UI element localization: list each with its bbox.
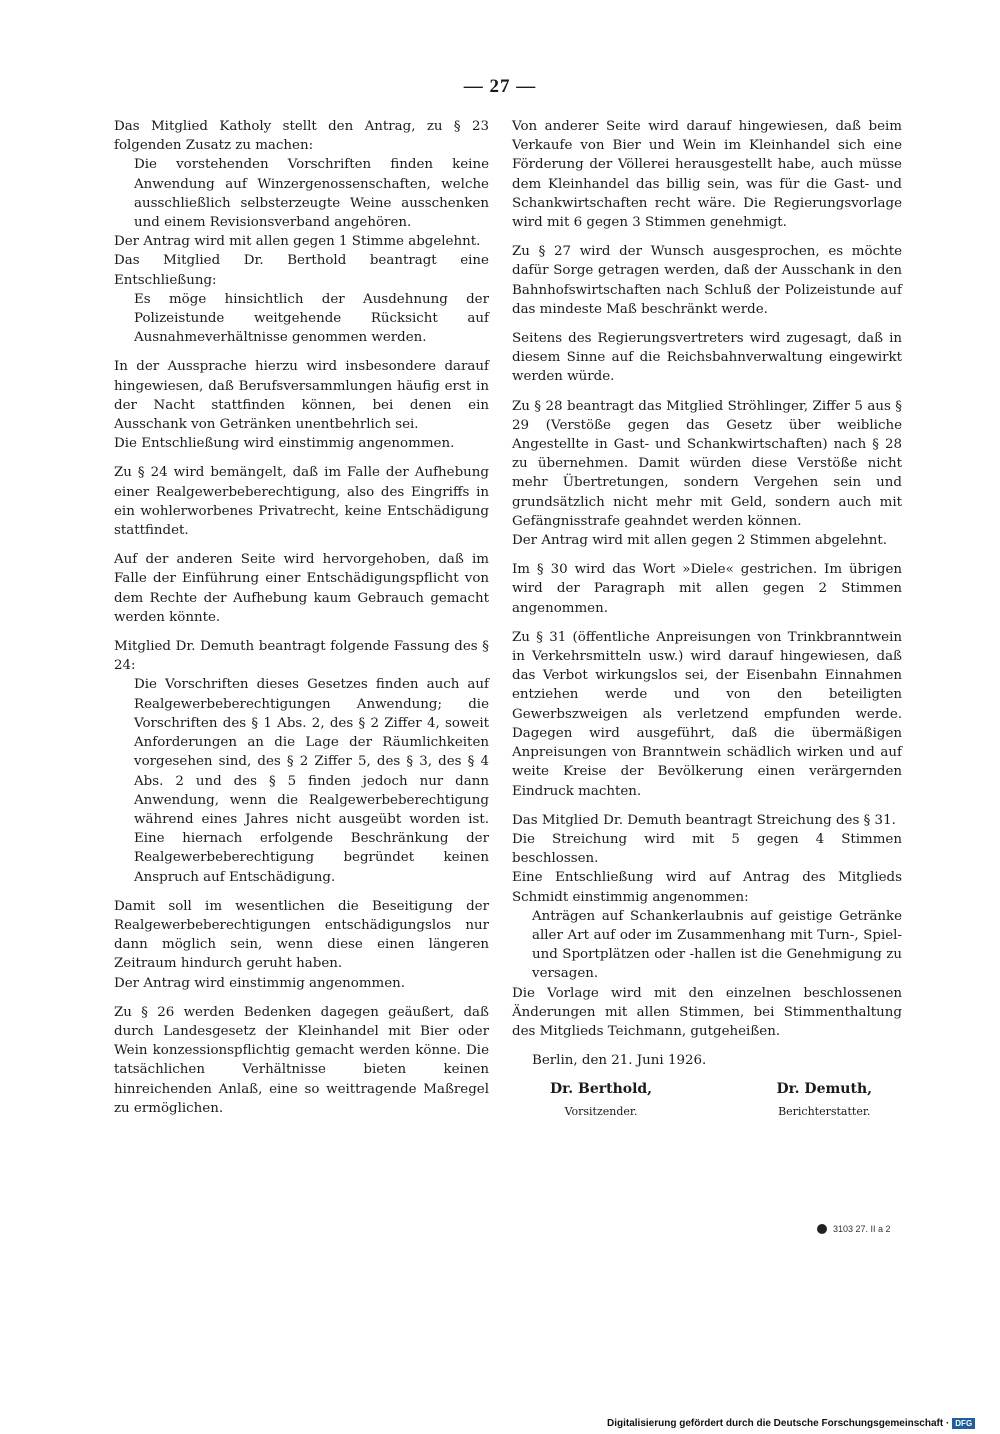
signatory-role: Vorsitzender. xyxy=(564,1104,638,1118)
digitization-credit xyxy=(607,1418,975,1429)
quoted-proposal: Die Vorschriften dieses Gesetzes finden auch auf Realgewerbeberechtigungen Anwendung; die Vorschriften des § 1 Abs. 2, des § 2 Ziffer 4, soweit Anforderungen an die Lage der Räumlichkeiten vorgesehen sind, des § 2 Ziffer 5, des § 3, des § 4 Abs. 2 und des § 5 finden jedoch nur dann Anwendung, wenn die Realgewerbeberechtigung während eines Jahres nicht ausgeübt worden ist. Eine hiernach erfolgende Beschränkung der Realgewerbeberechtigung begründet keinen Anspruch auf Entschädigung. xyxy=(134,677,489,885)
paragraph: Zu § 24 wird bemängelt, daß im Falle der Aufhebung einer Realgewerbeberechtigung, also des Eingriffs in ein wohlerworbenes Privatrecht, keine Entschädigung stattfindet. xyxy=(114,465,489,539)
page-number: — 27 — xyxy=(463,76,537,97)
quoted-proposal: Es möge hinsichtlich der Ausdehnung der Polizeistunde weitgehende Rücksicht auf Ausnahmeverhältnisse genommen werden. xyxy=(134,291,489,346)
paragraph: Das Mitglied Katholy stellt den Antrag, zu § 23 folgenden Zusatz zu machen: xyxy=(114,119,489,154)
place-date: Berlin, den 21. Juni 1926. xyxy=(532,1053,707,1069)
paragraph: Seitens des Regierungsvertreters wird zugesagt, daß in diesem Sinne auf die Reichsbahnverwaltung eingewirkt werden würde. xyxy=(512,331,902,385)
signatory-name: Dr. Berthold, xyxy=(550,1081,653,1098)
signature-chair xyxy=(550,1080,652,1120)
paragraph: In der Aussprache hierzu wird insbesondere darauf hingewiesen, daß Berufsversammlungen häufig erst in der Nacht stattfinden können, bei denen ein Ausschank von Getränken unentbehrlich sei. xyxy=(114,359,489,433)
paragraph: Das Mitglied Dr. Berthold beantragt eine Entschließung: xyxy=(114,253,489,288)
paragraph: Im § 30 wird das Wort »Diele« gestrichen. Im übrigen wird der Paragraph mit allen gegen 2 Stimmen angenommen. xyxy=(512,562,902,616)
paragraph: Zu § 26 werden Bedenken dagegen geäußert, daß durch Landesgesetz der Kleinhandel mit Bier oder Wein konzessionspflichtig gemacht werden könne. Die tatsächlichen Verhältnisse bieten keinen hinreichenden Anlaß, eine so weittragende Maßregel zu ermöglichen. xyxy=(114,1004,489,1116)
paragraph: Das Mitglied Dr. Demuth beantragt Streichung des § 31. xyxy=(512,812,896,828)
quoted-resolution: Anträgen auf Schankerlaubnis auf geistige Getränke aller Art auf oder im Zusammenhang mit Turn-, Spiel- und Sportplätzen oder -hallen ist die Genehmigung zu versagen. xyxy=(532,908,902,982)
paragraph: Zu § 28 beantragt das Mitglied Ströhlinger, Ziffer 5 aus § 29 (Verstöße gegen das Gesetz über weibliche Angestellte in Gast- und Schankwirtschaften) nach § 28 zu übernehmen. Damit würden diese Verstöße nicht mehr Übertretungen, sondern Vergehen sein und grundsätzlich nicht mehr mit Geld, sondern auch mit Gefängnisstrafe geahndet werden können. xyxy=(512,398,902,529)
paragraph: Zu § 31 (öffentliche Anpreisungen von Trinkbranntwein in Verkehrsmitteln usw.) wird darauf hingewiesen, daß das Verbot wirkungslos sei, der Eisenbahn Einnahmen entziehen werde und von den beteiligten Gewerbszweigen als verletzend empfunden werde. Dagegen wird ausgeführt, daß die übermäßigen Anpreisungen von Branntwein schädlich wirken und auf weite Kreise der Bevölkerung einen verärgernden Eindruck machten. xyxy=(512,629,902,799)
paragraph: Auf der anderen Seite wird hervorgehoben, daß im Falle der Einführung einer Entschädigungspflicht von dem Rechte der Aufhebung kaum Gebrauch gemacht werden könnte. xyxy=(114,552,489,625)
signatory-role: Berichterstatter. xyxy=(778,1104,871,1118)
paragraph: Mitglied Dr. Demuth beantragt folgende Fassung des § 24: xyxy=(114,639,489,674)
paragraph: Die Vorlage wird mit den einzelnen beschlossenen Änderungen mit allen Stimmen, bei Stimmenthaltung des Mitglieds Teichmann, gutgeheißen. xyxy=(512,985,902,1039)
paragraph: Die Streichung wird mit 5 gegen 4 Stimmen beschlossen. xyxy=(512,831,902,867)
paragraph: Zu § 27 wird der Wunsch ausgesprochen, es möchte dafür Sorge getragen werden, daß der Ausschank in den Bahnhofswirtschaften nach Schluß der Polizeistunde auf das mindeste Maß beschränkt werde. xyxy=(512,244,902,317)
left-column xyxy=(114,117,489,1118)
printer-seal-icon xyxy=(817,1224,827,1234)
paragraph: Von anderer Seite wird darauf hingewiesen, daß beim Verkaufe von Bier und Wein im Kleinhandel sich eine Förderung der Völlerei herausgestellt habe, auch müsse dem Kleinhandel das billig sein, was für die Gast- und Schankwirtschaften recht wäre. Die Regierungsvorlage wird mit 6 gegen 3 Stimmen genehmigt. xyxy=(512,119,902,231)
paragraph: Der Antrag wird einstimmig angenommen. xyxy=(114,975,406,991)
paragraph: Der Antrag wird mit allen gegen 2 Stimmen abgelehnt. xyxy=(512,533,887,549)
printer-mark xyxy=(817,1224,891,1234)
quoted-proposal: Die vorstehenden Vorschriften finden keine Anwendung auf Winzergenossenschaften, welche ausschließlich selbsterzeugte Weine ausschenken und einem Revisionsverband angehören. xyxy=(134,157,489,231)
paragraph: Der Antrag wird mit allen gegen 1 Stimme abgelehnt. xyxy=(114,234,481,250)
paragraph: Die Entschließung wird einstimmig angenommen. xyxy=(114,436,455,452)
signature-rapporteur xyxy=(776,1080,872,1120)
paragraph: Damit soll im wesentlichen die Beseitigung der Realgewerbeberechtigungen entschädigungslos nur dann möglich sein, wenn diese einen längeren Zeitraum hindurch geruht haben. xyxy=(114,898,489,972)
paragraph: Eine Entschließung wird auf Antrag des Mitglieds Schmidt einstimmig angenommen: xyxy=(512,870,902,905)
signature-block xyxy=(512,1080,902,1120)
printer-code: 3103 27. II a 2 xyxy=(833,1224,891,1234)
right-column xyxy=(512,117,902,1121)
dfg-logo: DFG xyxy=(952,1418,975,1429)
credit-text: Digitalisierung gefördert durch die Deutsche Forschungsgemeinschaft · xyxy=(607,1418,950,1429)
signatory-name: Dr. Demuth, xyxy=(776,1081,872,1098)
